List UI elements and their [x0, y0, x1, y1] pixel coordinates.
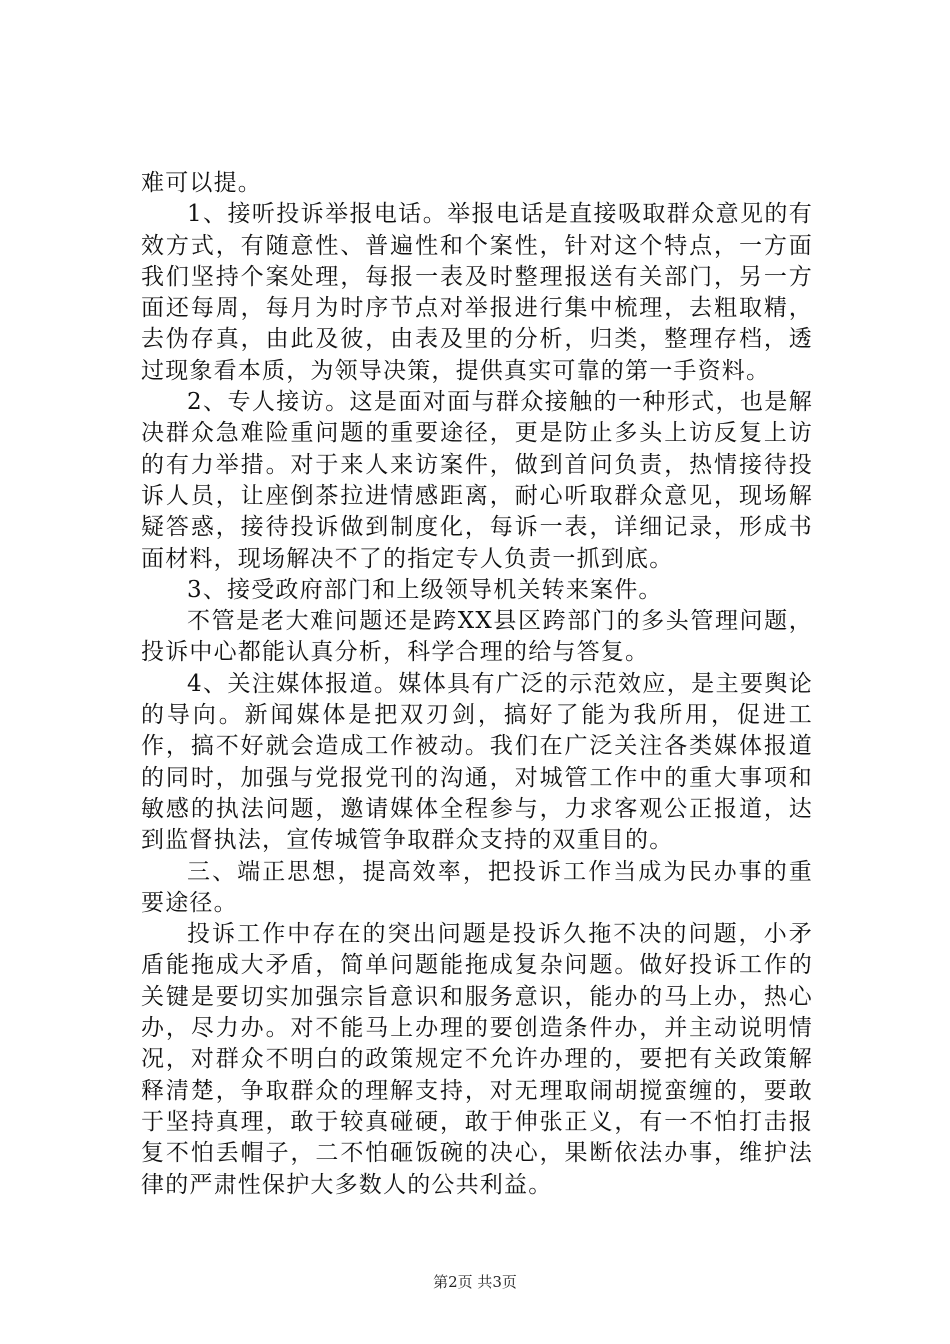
paragraph-transferred-cases: 3、接受政府部门和上级领导机关转来案件。	[187, 576, 663, 603]
document-body	[141, 168, 813, 1201]
paragraph-cross-department: 不管是老大难问题还是跨XX县区跨部门的多头管理问题，投诉中心都能认真分析，科学合理的给与答复。	[141, 608, 813, 666]
paragraph-visits: 2、专人接访。这是面对面与群众接触的一种形式，也是解决群众急难险重问题的重要途径，更是防止多头上访反复上访的有力举措。对于来人来访案件，做到首问负责，热情接待投诉人员，让座倒茶拉进情感距离，耐心听取群众意见，现场解疑答惑，接待投诉做到制度化，每诉一表，详细记录，形成书面材料，现场解决不了的指定专人负责一抓到底。	[141, 389, 813, 572]
paragraph-continuation: 难可以提。	[141, 170, 262, 196]
page-number-footer: 第2页 共3页	[433, 1273, 517, 1291]
paragraph-hotline: 1、接听投诉举报电话。举报电话是直接吸取群众意见的有效方式，有随意性、普遍性和个案性，针对这个特点，一方面我们坚持个案处理，每报一表及时整理报送有关部门，另一方面还每周，每月为时序节点对举报进行集中梳理，去粗取精，去伪存真，由此及彼，由表及里的分析，归类，整理存档，透过现象看本质，为领导决策，提供真实可靠的第一手资料。	[141, 201, 813, 384]
section-heading-three: 三、端正思想，提高效率，把投诉工作当成为民办事的重要途径。	[141, 858, 813, 916]
paragraph-efficiency: 投诉工作中存在的突出问题是投诉久拖不决的问题，小矛盾能拖成大矛盾，简单问题能拖成复杂问题。做好投诉工作的关键是要切实加强宗旨意识和服务意识，能办的马上办，热心办，尽力办。对不能马上办理的要创造条件办，并主动说明情况，对群众不明白的政策规定不允许办理的，要把有关政策解释清楚，争取群众的理解支持，对无理取闹胡搅蛮缠的，要敢于坚持真理，敢于较真碰硬，敢于伸张正义，有一不怕打击报复不怕丢帽子，二不怕砸饭碗的决心，果断依法办事，维护法律的严肃性保护大多数人的公共利益。	[141, 921, 813, 1198]
paragraph-media: 4、关注媒体报道。媒体具有广泛的示范效应，是主要舆论的导向。新闻媒体是把双刃剑，搞好了能为我所用，促进工作，搞不好就会造成工作被动。我们在广泛关注各类媒体报道的同时，加强与党报党刊的沟通，对城管工作中的重大事项和敏感的执法问题，邀请媒体全程参与，力求客观公正报道，达到监督执法，宣传城管争取群众支持的双重目的。	[141, 670, 813, 854]
